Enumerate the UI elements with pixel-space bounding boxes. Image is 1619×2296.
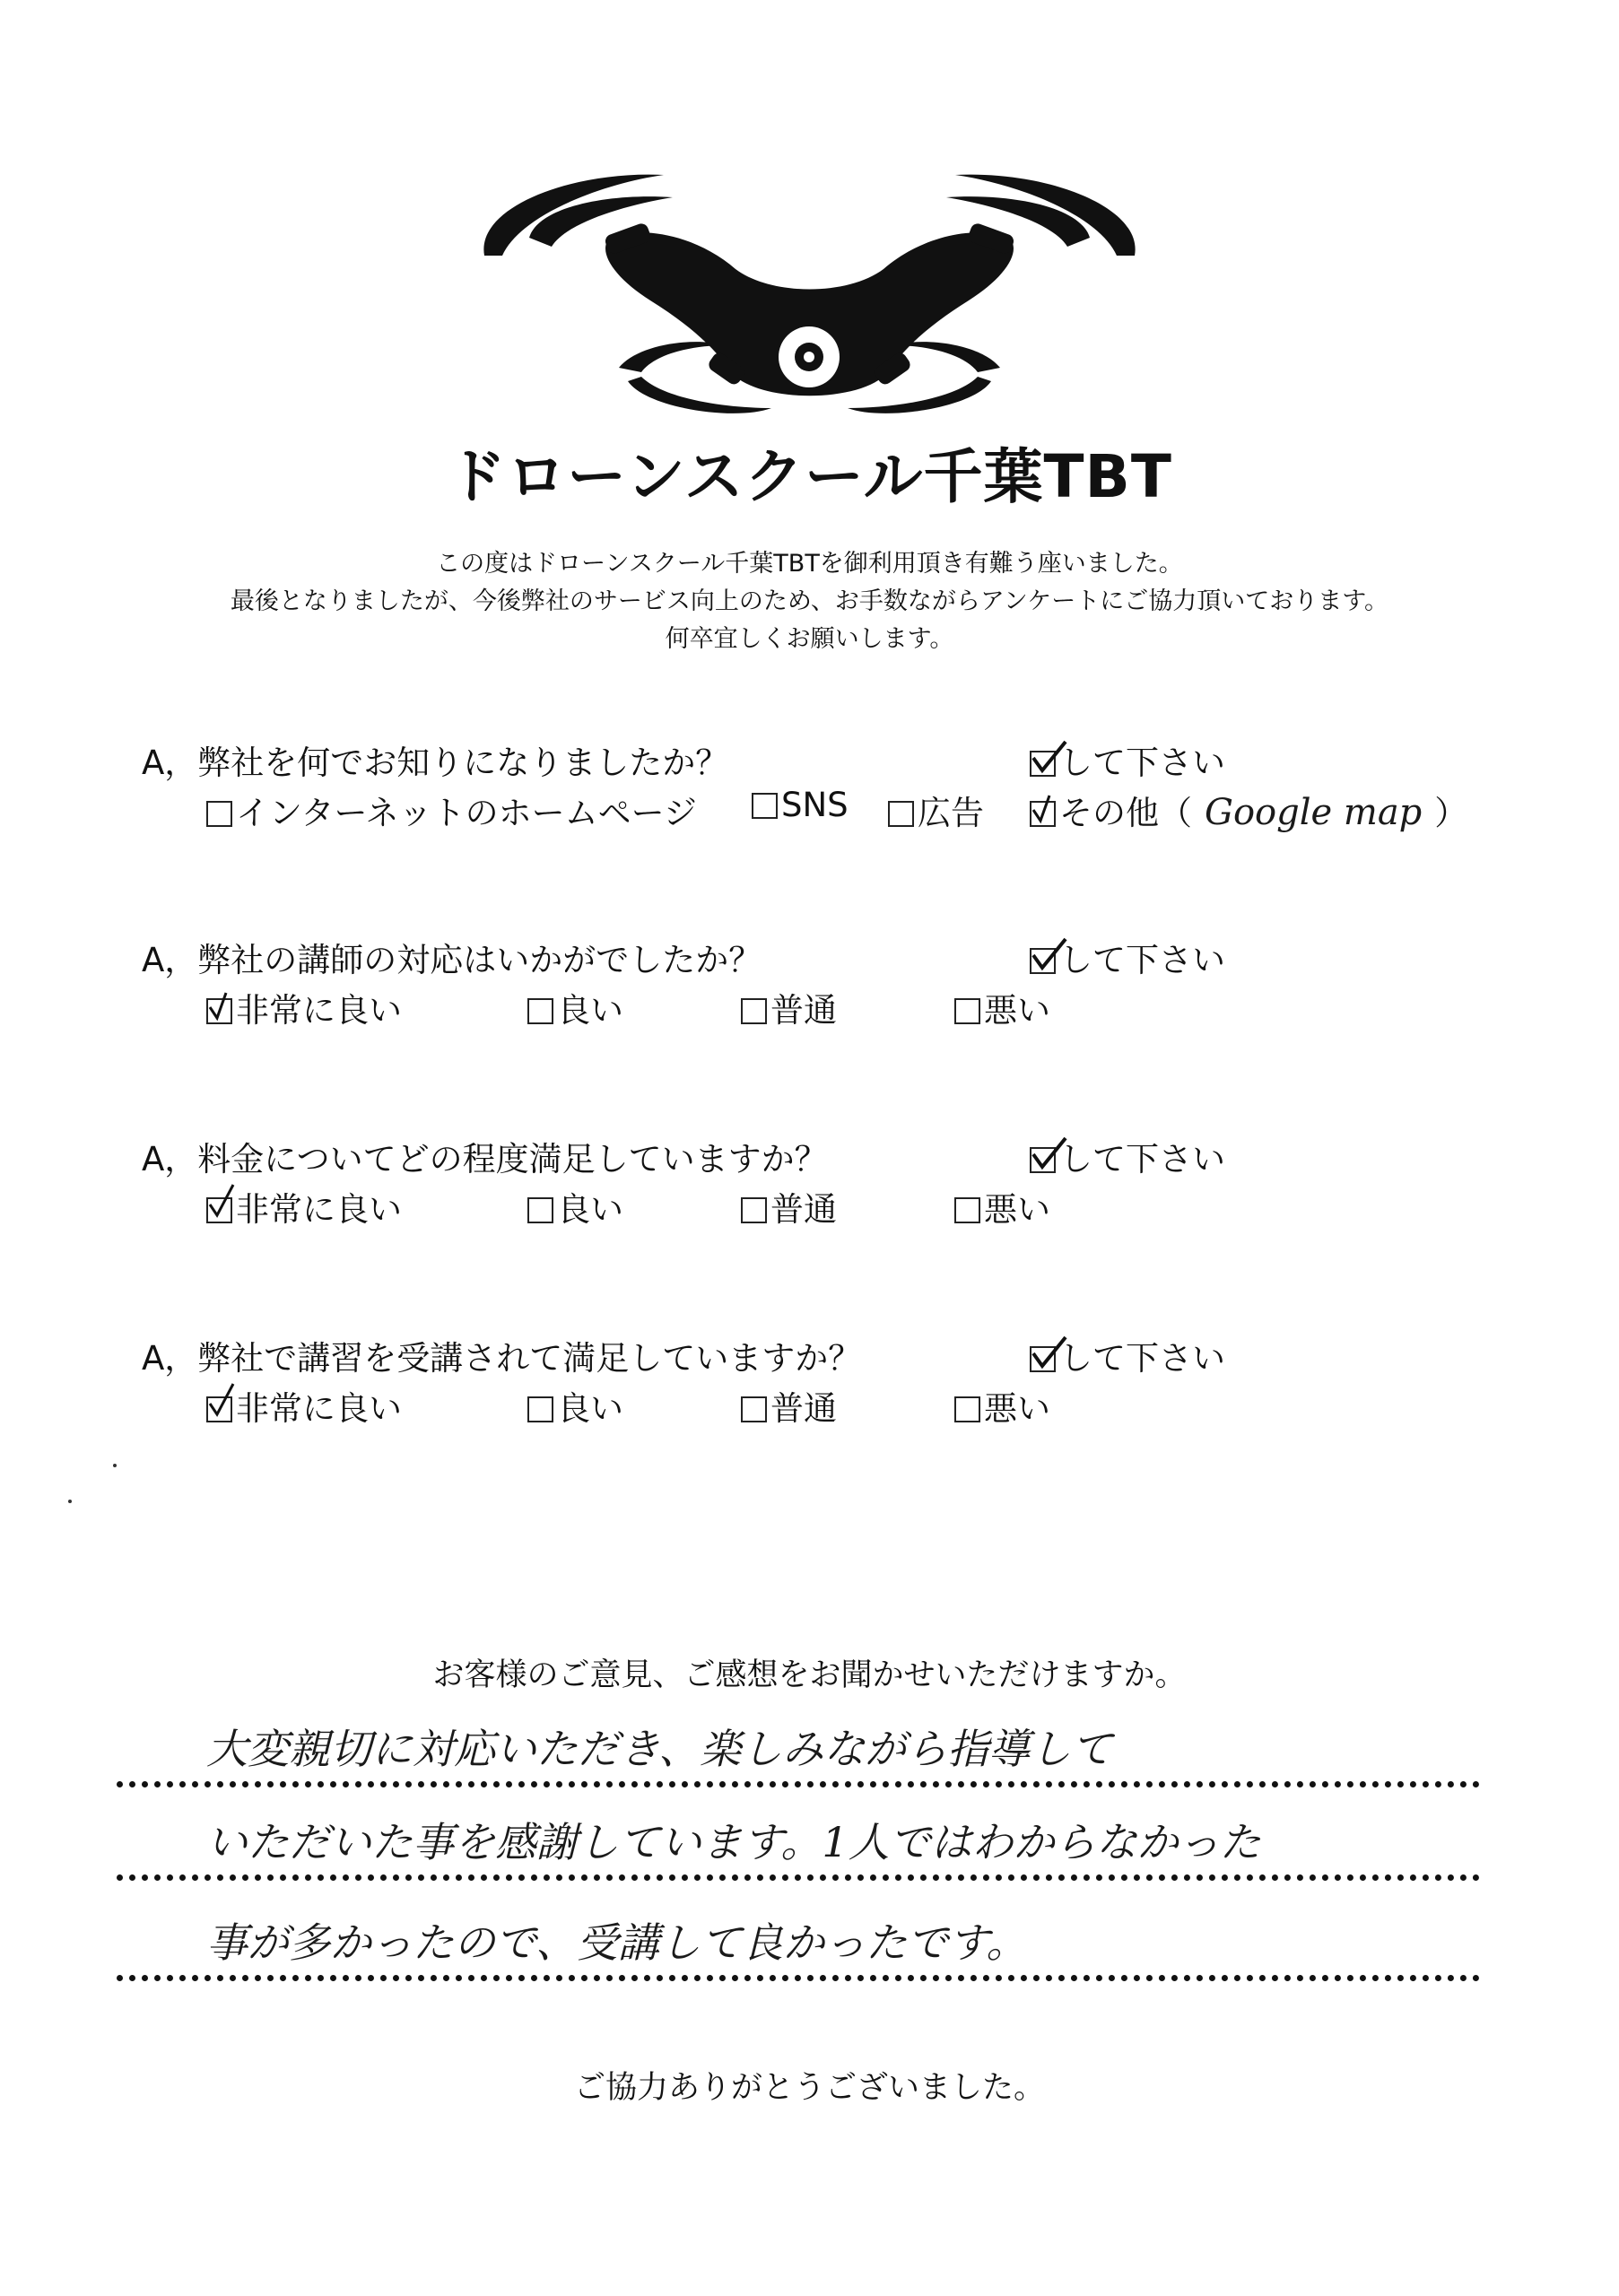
check-hint: して下さい <box>1030 1331 1225 1379</box>
checkbox[interactable] <box>741 1396 767 1422</box>
intro-line: 最後となりましたが、今後弊社のサービス向上のため、お手数ながらアンケートにご協力頂いております。 <box>230 587 1389 615</box>
intro-line: この度はドローンスクール千葉TBTを御利用頂き有難う座いました。 <box>436 550 1183 578</box>
question-instructor <box>142 933 1487 1067</box>
comment-text-handwritten: 事が多かったので、受講して良かったです。 <box>206 1918 1028 1967</box>
check-mark-icon <box>1030 1136 1069 1176</box>
check-mark-icon <box>1030 1335 1069 1375</box>
check-mark-icon <box>1030 790 1069 830</box>
checkbox[interactable] <box>527 1197 553 1223</box>
option-bad[interactable]: 悪い <box>954 1381 1050 1430</box>
scan-dot <box>68 1500 72 1503</box>
example-checkbox <box>1030 1147 1056 1173</box>
example-checkbox <box>1030 1346 1056 1372</box>
brand-title: ドローンスクール千葉TBT <box>447 442 1172 511</box>
option-normal[interactable]: 普通 <box>741 983 837 1031</box>
option-other[interactable]: その他（ Google map ） <box>1030 786 1467 834</box>
checkbox-checked[interactable] <box>206 1396 232 1422</box>
comment-line[interactable] <box>117 1898 1480 1981</box>
option-very-good[interactable]: 非常に良い <box>206 983 402 1031</box>
checkbox[interactable] <box>527 1396 553 1422</box>
option-normal[interactable]: 普通 <box>741 1381 837 1430</box>
checkbox[interactable] <box>206 801 232 827</box>
example-checkbox <box>1030 948 1056 974</box>
check-mark-icon <box>206 1187 246 1226</box>
question-price <box>142 1132 1487 1266</box>
comment-line[interactable] <box>117 1704 1480 1787</box>
intro-line: 何卒宜しくお願いします。 <box>665 625 954 653</box>
option-ad[interactable]: 広告 <box>888 786 984 834</box>
check-mark-icon <box>1030 937 1069 977</box>
question-title: A，弊社を何でお知りになりましたか？ <box>142 744 729 782</box>
option-good[interactable]: 良い <box>527 1182 623 1231</box>
comments-prompt: お客様のご意見、ご感想をお聞かせいただけますか。 <box>432 1657 1187 1693</box>
checkbox[interactable] <box>954 998 980 1024</box>
checkbox-checked[interactable] <box>206 1197 232 1223</box>
drone-logo-icon <box>466 152 1153 448</box>
checkbox[interactable] <box>741 1197 767 1223</box>
option-bad[interactable]: 悪い <box>954 983 1050 1031</box>
question-title: A，弊社の講師の対応はいかがでしたか？ <box>142 941 762 979</box>
example-checkbox <box>1030 751 1056 777</box>
option-good[interactable]: 良い <box>527 983 623 1031</box>
question-title: A，弊社で講習を受講されて満足していますか？ <box>142 1339 862 1378</box>
check-mark-icon <box>206 1386 246 1425</box>
checkbox-checked[interactable] <box>206 998 232 1024</box>
option-bad[interactable]: 悪い <box>954 1182 1050 1231</box>
option-good[interactable]: 良い <box>527 1381 623 1430</box>
checkbox[interactable] <box>888 801 914 827</box>
option-very-good[interactable]: 非常に良い <box>206 1381 402 1430</box>
comment-text-handwritten: 大変親切に対応いただき、楽しみながら指導して <box>206 1725 1113 1773</box>
checkbox[interactable] <box>741 998 767 1024</box>
check-hint: して下さい <box>1030 735 1225 784</box>
checkbox[interactable] <box>954 1197 980 1223</box>
comment-text-handwritten: いただいた事を感謝しています。1人ではわからなかった <box>206 1818 1261 1866</box>
checkbox[interactable] <box>527 998 553 1024</box>
question-title: A，料金についてどの程度満足していますか？ <box>142 1140 828 1178</box>
checkbox[interactable] <box>752 793 778 819</box>
scan-dot <box>113 1464 117 1467</box>
question-source <box>142 735 1487 870</box>
check-hint: して下さい <box>1030 1132 1225 1180</box>
checkbox-checked[interactable] <box>1030 801 1056 827</box>
thanks-text: ご協力ありがとうございました。 <box>573 2070 1045 2106</box>
comment-line[interactable] <box>117 1797 1480 1881</box>
option-normal[interactable]: 普通 <box>741 1182 837 1231</box>
option-homepage[interactable]: インターネットのホームページ <box>206 786 697 834</box>
question-course <box>142 1331 1487 1465</box>
option-very-good[interactable]: 非常に良い <box>206 1182 402 1231</box>
option-sns[interactable]: SNS <box>752 786 849 824</box>
intro-text <box>0 545 1619 658</box>
other-note-handwritten: Google map <box>1205 792 1423 833</box>
check-mark-icon <box>206 987 246 1027</box>
check-mark-icon <box>1030 740 1069 779</box>
checkbox[interactable] <box>954 1396 980 1422</box>
check-hint: して下さい <box>1030 933 1225 981</box>
